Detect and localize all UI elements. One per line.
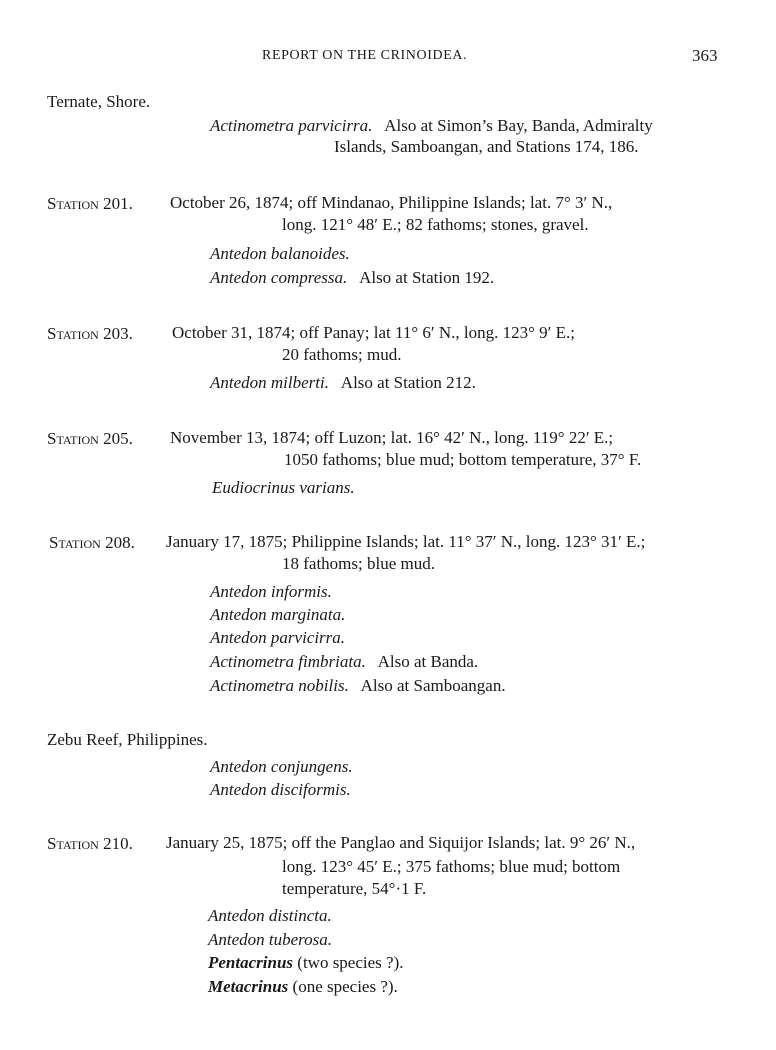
station-word: Station	[47, 194, 99, 213]
species-line: Eudiocrinus varians.	[212, 478, 355, 497]
species-name: Pentacrinus	[208, 953, 294, 972]
species-line: Antedon balanoides.	[210, 244, 350, 263]
species-name: Antedon compressa.	[210, 268, 348, 287]
species-line: Antedon disciformis.	[210, 780, 351, 799]
station-number: 201.	[103, 194, 133, 213]
species-name: Actinometra nobilis.	[210, 676, 349, 695]
page-number: 363	[692, 46, 718, 65]
station-210-line3: temperature, 54°·1 F.	[282, 879, 427, 898]
species-note: Also at Samboangan.	[360, 676, 506, 695]
station-word: Station	[47, 324, 99, 343]
species-name: Actinometra parvicirra.	[210, 116, 373, 135]
species-line: Antedon conjungens.	[210, 757, 353, 776]
station-210-label	[47, 834, 133, 854]
species-note: (one species ?).	[292, 977, 398, 996]
species-line	[210, 373, 476, 393]
species-line: Antedon informis.	[210, 582, 332, 601]
station-201-label	[47, 194, 133, 214]
species-line	[208, 977, 398, 997]
station-210-line1: January 25, 1875; off the Panglao and Siquijor Islands; lat. 9° 26′ N.,	[166, 833, 636, 852]
species-line	[208, 953, 404, 973]
species-note: (two species ?).	[297, 953, 404, 972]
station-number: 210.	[103, 834, 133, 853]
species-note: Also at Station 212.	[340, 373, 476, 392]
species-name: Antedon milberti.	[210, 373, 329, 392]
station-208-line1: January 17, 1875; Philippine Islands; lat. 11° 37′ N., long. 123° 31′ E.;	[166, 532, 646, 551]
species-line: Antedon tuberosa.	[208, 930, 333, 949]
species-line: Antedon distincta.	[208, 906, 332, 925]
station-201-line1: October 26, 1874; off Mindanao, Philippine Islands; lat. 7° 3′ N.,	[170, 193, 613, 212]
station-205-line1: November 13, 1874; off Luzon; lat. 16° 42′ N., long. 119° 22′ E.;	[170, 428, 614, 447]
station-number: 203.	[103, 324, 133, 343]
zebu-locality: Zebu Reef, Philippines.	[47, 730, 208, 749]
station-number: 205.	[103, 429, 133, 448]
station-205-label	[47, 429, 133, 449]
species-name: Actinometra fimbriata.	[210, 652, 366, 671]
station-203-line1: October 31, 1874; off Panay; lat 11° 6′ N., long. 123° 9′ E.;	[172, 323, 576, 342]
station-word: Station	[47, 834, 99, 853]
station-208-label	[49, 533, 135, 553]
running-head: REPORT ON THE CRINOIDEA.	[262, 48, 468, 63]
species-line	[210, 676, 506, 696]
ternate-locality: Ternate, Shore.	[47, 92, 151, 111]
station-201-line2: long. 121° 48′ E.; 82 fathoms; stones, gravel.	[282, 215, 589, 234]
station-208-line2: 18 fathoms; blue mud.	[282, 554, 435, 573]
ternate-species-line	[210, 116, 653, 136]
species-line	[210, 652, 478, 672]
species-line: Antedon marginata.	[210, 605, 346, 624]
station-word: Station	[49, 533, 101, 552]
station-number: 208.	[105, 533, 135, 552]
species-line	[210, 268, 494, 288]
species-note: Also at Banda.	[377, 652, 479, 671]
species-note: Also at Station 192.	[359, 268, 495, 287]
species-note: Also at Simon’s Bay, Banda, Admiralty	[384, 116, 653, 135]
station-203-label	[47, 324, 133, 344]
species-name: Metacrinus	[208, 977, 289, 996]
station-word: Station	[47, 429, 99, 448]
station-210-line2: long. 123° 45′ E.; 375 fathoms; blue mud; bottom	[282, 857, 621, 876]
station-203-line2: 20 fathoms; mud.	[282, 345, 402, 364]
station-205-line2: 1050 fathoms; blue mud; bottom temperature, 37° F.	[284, 450, 642, 469]
species-line: Antedon parvicirra.	[210, 628, 346, 647]
ternate-note-line2: Islands, Samboangan, and Stations 174, 186.	[334, 137, 639, 156]
